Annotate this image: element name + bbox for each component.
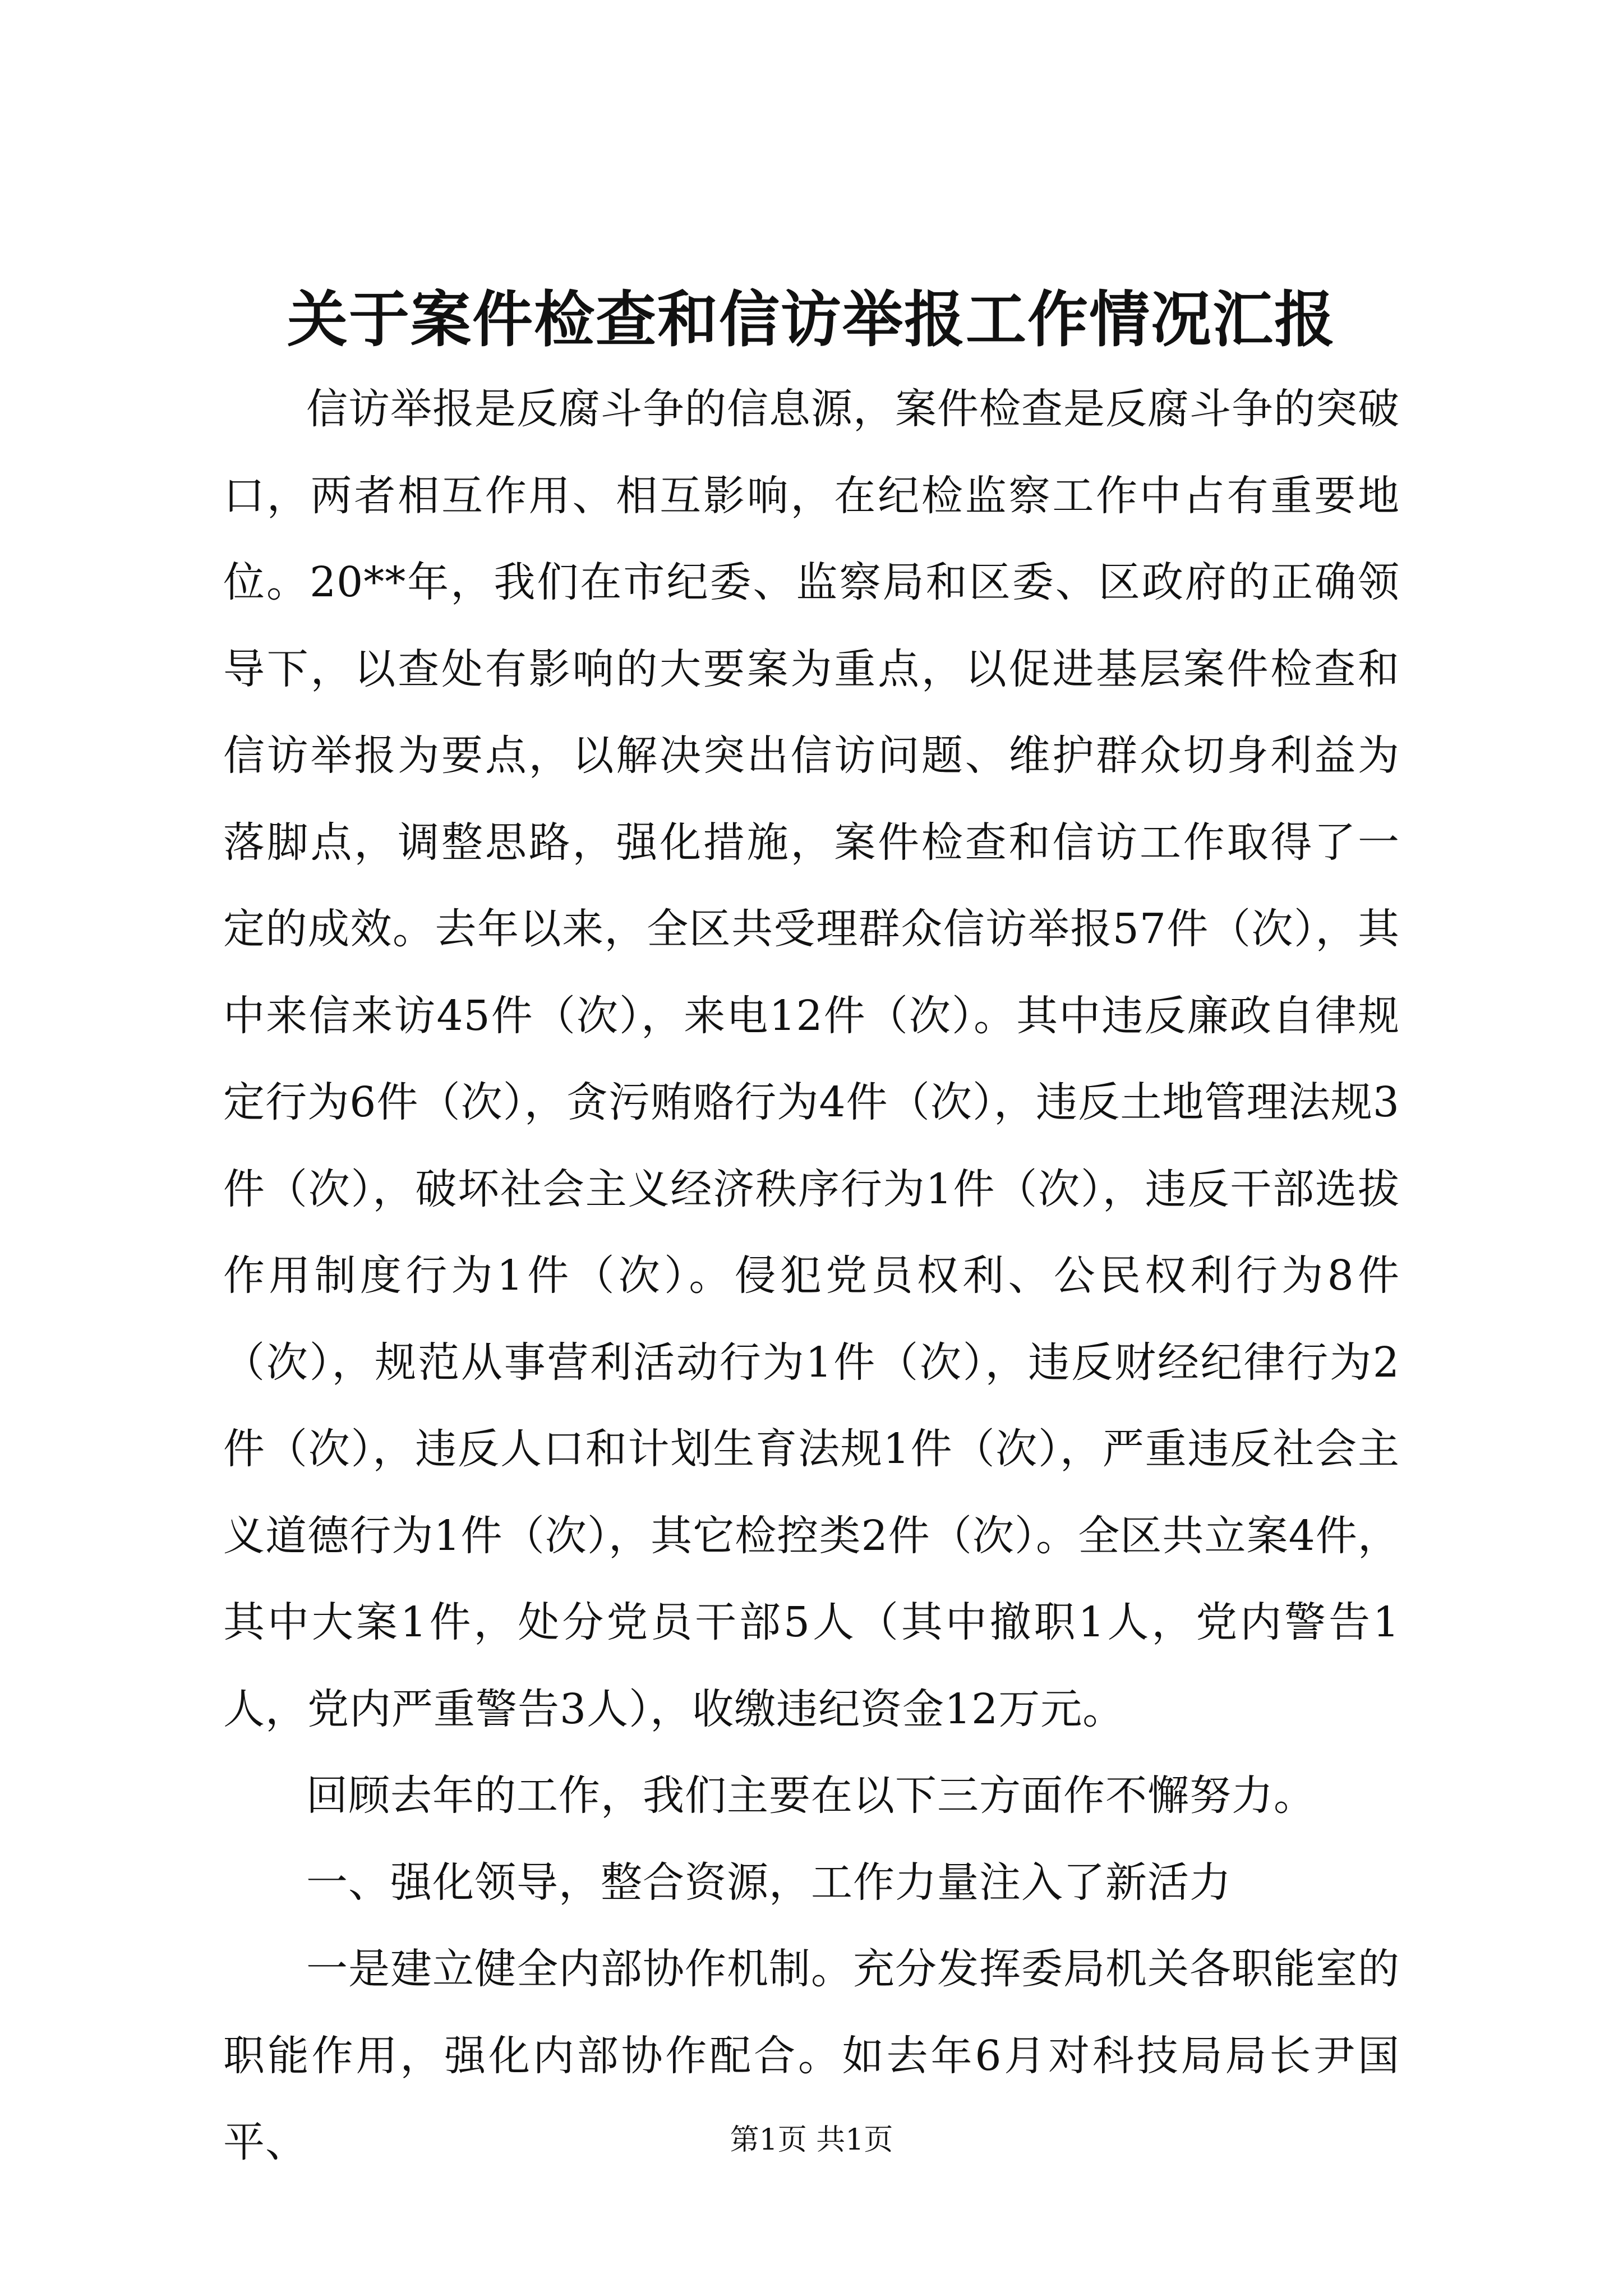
document-title: 关于案件检查和信访举报工作情况汇报 xyxy=(287,284,1336,355)
section-heading-one: 一、强化领导，整合资源，工作力量注入了新活力 xyxy=(306,1858,1232,1907)
document-body xyxy=(223,366,1400,2186)
paragraph-summary: 信访举报是反腐斗争的信息源，案件检查是反腐斗争的突破口，两者相互作用、相互影响，在纪检监察工作中占有重要地位。20**年，我们在市纪委、监察局和区委、区政府的正确领导下，以查处有影响的大要案为重点，以促进基层案件检查和信访举报为要点，以解决突出信访问题、维护群众切身利益为落脚点，调整思路，强化措施，案件检查和信访工作取得了一定的成效。去年以来，全区共受理群众信访举报57件（次），其中来信来访45件（次），来电12件（次）。其中违反廉政自律规定行为6件（次），贪污贿赂行为4件（次），违反土地管理法规3件（次），破坏社会主义经济秩序行为1件（次），违反干部选拔作用制度行为1件（次）。侵犯党员权利、公民权利行为8件（次），规范从事营利活动行为1件（次），违反财经纪律行为2件（次），违反人口和计划生育法规1件（次），严重违反社会主义道德行为1件（次），其它检控类2件（次）。全区共立案4件，其中大案1件，处分党员干部5人（其中撤职1人，党内警告1人，党内严重警告3人），收缴违纪资金12万元。 xyxy=(223,385,1400,1733)
page-footer: 第1页 共1页 xyxy=(730,2123,893,2157)
paragraph-cooperation-mechanism: 一是建立健全内部协作机制。充分发挥委局机关各职能室的职能作用，强化内部协作配合。如去年6月对科技局局长尹国平、 xyxy=(223,1945,1400,2166)
paragraph-review-intro: 回顾去年的工作，我们主要在以下三方面作不懈努力。 xyxy=(306,1772,1316,1820)
